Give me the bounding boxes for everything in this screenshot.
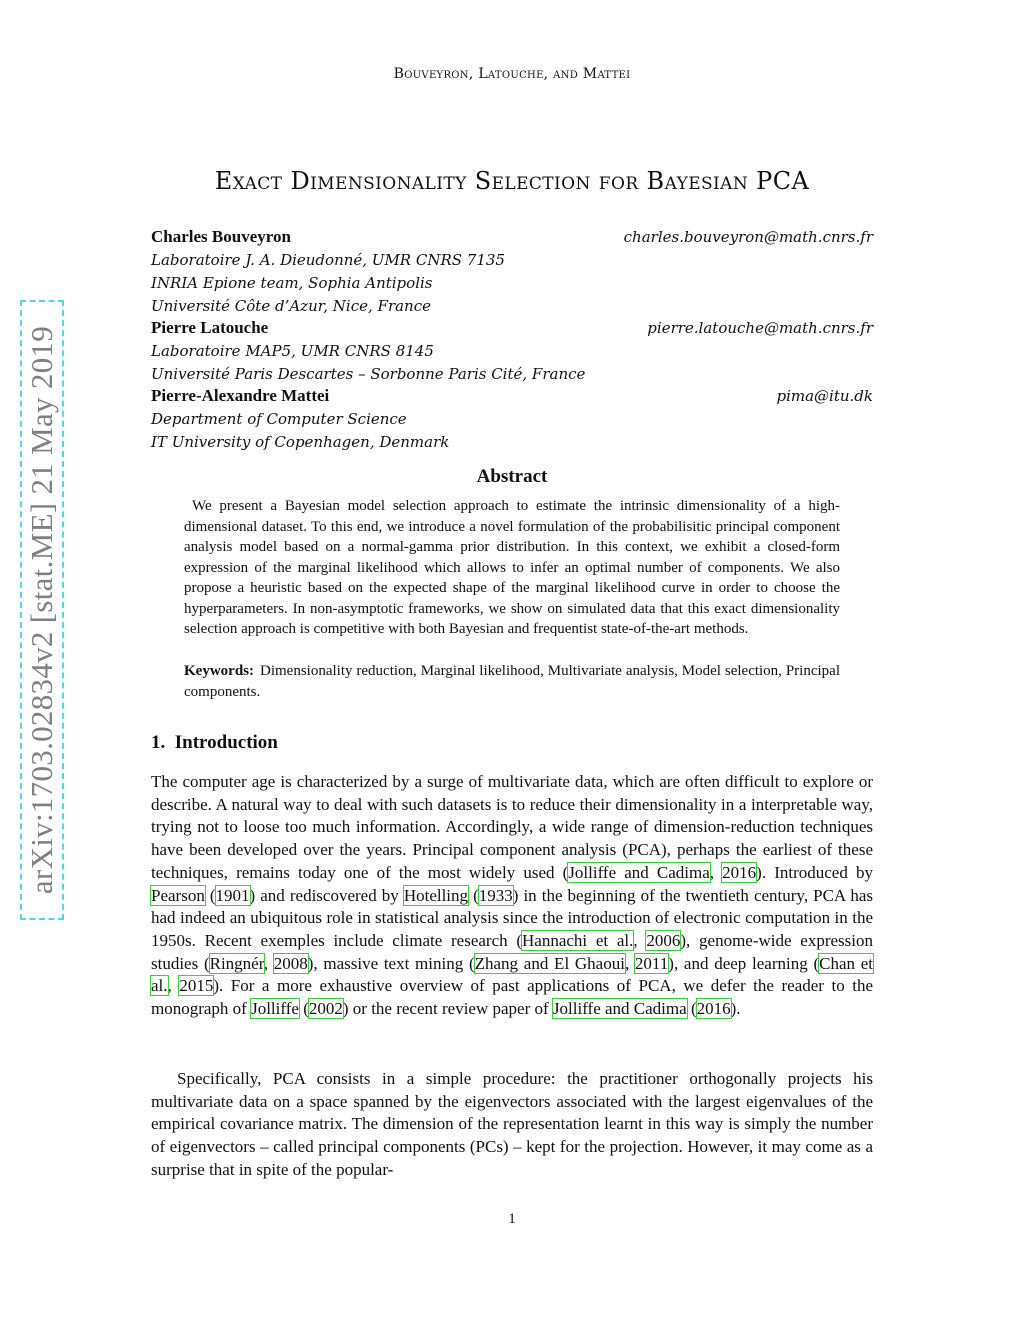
- author-affiliation: INRIA Epione team, Sophia Antipolis: [151, 274, 433, 292]
- citation-link[interactable]: 2016: [722, 862, 757, 882]
- author-affiliation: IT University of Copenhagen, Denmark: [151, 433, 450, 451]
- citation-link[interactable]: 2006: [646, 930, 681, 950]
- body-text: (: [468, 885, 479, 905]
- author-email[interactable]: pierre.latouche@math.cnrs.fr: [647, 319, 873, 337]
- citation-link[interactable]: 2011: [634, 953, 669, 973]
- body-text: ), genome-wide expression studies (: [151, 930, 873, 973]
- body-text: ,: [633, 930, 647, 950]
- body-text: ), massive text mining (: [307, 953, 475, 973]
- body-text: Specifically, PCA consists in a simple procedure: the practitioner orthogonally projects his multivariate data on a space spanned by the eigenvectors associated with the largest eigenvalues of the empirical covariance matrix. The dimension of the representation learnt in this way is simply the number of eigenvectors – called principal components (PCs) – kept for the projection. However, it may come as a surprise that in spite of the popular-: [151, 1069, 873, 1179]
- body-text: (: [686, 999, 697, 1019]
- author-email[interactable]: pima@itu.dk: [776, 387, 873, 405]
- citation-link[interactable]: 2015: [179, 976, 214, 996]
- page-number: 1: [508, 1211, 516, 1227]
- body-text: ) and rediscovered by: [249, 885, 404, 905]
- intro-paragraph-1: [151, 771, 873, 1021]
- citation-link[interactable]: Jolliffe and Cadima: [568, 862, 710, 882]
- author-block-3: [151, 386, 873, 454]
- body-text: (: [204, 885, 216, 905]
- author-affiliation: Laboratoire J. A. Dieudonné, UMR CNRS 7135: [151, 251, 505, 269]
- author-name: Pierre Latouche: [151, 318, 269, 337]
- citation-link[interactable]: Zhang and El Ghaoui: [474, 953, 625, 973]
- author-email[interactable]: charles.bouveyron@math.cnrs.fr: [623, 228, 873, 246]
- abstract-heading: Abstract: [476, 466, 548, 487]
- body-text: ). Introduced by: [756, 862, 873, 882]
- body-text: ,: [263, 953, 274, 973]
- author-block-1: [151, 227, 873, 318]
- body-text: ). For a more exhaustive overview of past applications of PCA, we defer the reader to the monograph of: [151, 976, 874, 1019]
- citation-link[interactable]: 1933: [478, 885, 513, 905]
- citation-link[interactable]: Hannachi et al.: [522, 930, 634, 950]
- author-affiliation: Université Côte d’Azur, Nice, France: [151, 297, 431, 315]
- author-affiliation: Université Paris Descartes – Sorbonne Paris Cité, France: [151, 365, 586, 383]
- citation-link[interactable]: Chan et al.: [151, 953, 874, 996]
- abstract-body: [184, 496, 840, 640]
- citation-link[interactable]: 2002: [308, 999, 343, 1019]
- keywords-label: Keywords:: [184, 663, 254, 679]
- citation-link[interactable]: Jolliffe and Cadima: [552, 999, 687, 1019]
- citation-link[interactable]: Ringnér: [209, 953, 264, 973]
- citation-link[interactable]: Pearson: [151, 885, 205, 905]
- body-text: (: [298, 999, 309, 1019]
- abstract-text: We present a Bayesian model selection approach to estimate the intrinsic dimensionality of a high-dimensional dataset. To this end, we introduce a novel formulation of the probabilisitic principal component analysis model based on a normal-gamma prior distribution. In this context, we exhibit a closed-form expression of the marginal likelihood which allows to infer an optimal number of components. We also propose a heuristic based on the expected shape of the marginal likelihood curve in order to choose the hyperparameters. In non-asymptotic frameworks, we show on simulated data that this exact dimensionality selection approach is competitive with both Bayesian and frequentist state-of-the-art methods.: [184, 498, 840, 637]
- citation-link[interactable]: Hotelling: [403, 885, 469, 905]
- running-head: Bouveyron, Latouche, and Mattei: [393, 66, 631, 82]
- body-text: ,: [709, 862, 723, 882]
- author-affiliation: Department of Computer Science: [151, 410, 407, 428]
- citation-link[interactable]: 2008: [273, 953, 308, 973]
- section-heading: [151, 732, 278, 754]
- keywords: [184, 661, 840, 702]
- author-name: Pierre-Alexandre Mattei: [151, 386, 330, 405]
- keywords-text: Dimensionality reduction, Marginal likelihood, Multivariate analysis, Model selection, Principal components.: [184, 663, 840, 700]
- body-text: ,: [167, 976, 180, 996]
- author-name: Charles Bouveyron: [151, 227, 291, 246]
- body-text: The computer age is characterized by a surge of multivariate data, which are often difficult to explore or describe. A natural way to deal with such datasets is to reduce their dimensionality in a interpretable way, trying not to loose too much information. Accordingly, a wide range of dimension-reduction techniques have been developed over the years. Principal component analysis (PCA), perhaps the earliest of these techniques, remains today one of the most widely used (: [151, 772, 873, 882]
- citation-link[interactable]: 2016: [696, 999, 731, 1019]
- citation-link[interactable]: Jolliffe: [251, 999, 299, 1019]
- author-affiliation: Laboratoire MAP5, UMR CNRS 8145: [151, 342, 434, 360]
- section-number: 1.: [151, 732, 166, 753]
- arxiv-identifier: arXiv:1703.02834v2 [stat.ME] 21 May 2019: [24, 325, 59, 895]
- body-text: ,: [624, 953, 635, 973]
- citation-link[interactable]: 1901: [215, 885, 250, 905]
- intro-paragraph-2: [151, 1068, 873, 1182]
- body-text: ).: [730, 999, 741, 1019]
- body-text: ) or the recent review paper of: [342, 999, 553, 1019]
- body-text: ), and deep learning (: [668, 953, 820, 973]
- section-title: Introduction: [174, 732, 278, 753]
- arxiv-stamp[interactable]: [20, 300, 64, 920]
- author-block-2: [151, 318, 873, 386]
- body-text: ) in the beginning of the twentieth century, PCA has had indeed an ubiquitous role in statistical analysis since the introduction of electronic computation in the 1950s. Recent exemples include climate research (: [151, 885, 873, 950]
- paper-title: Exact Dimensionality Selection for Bayesian PCA: [214, 167, 810, 195]
